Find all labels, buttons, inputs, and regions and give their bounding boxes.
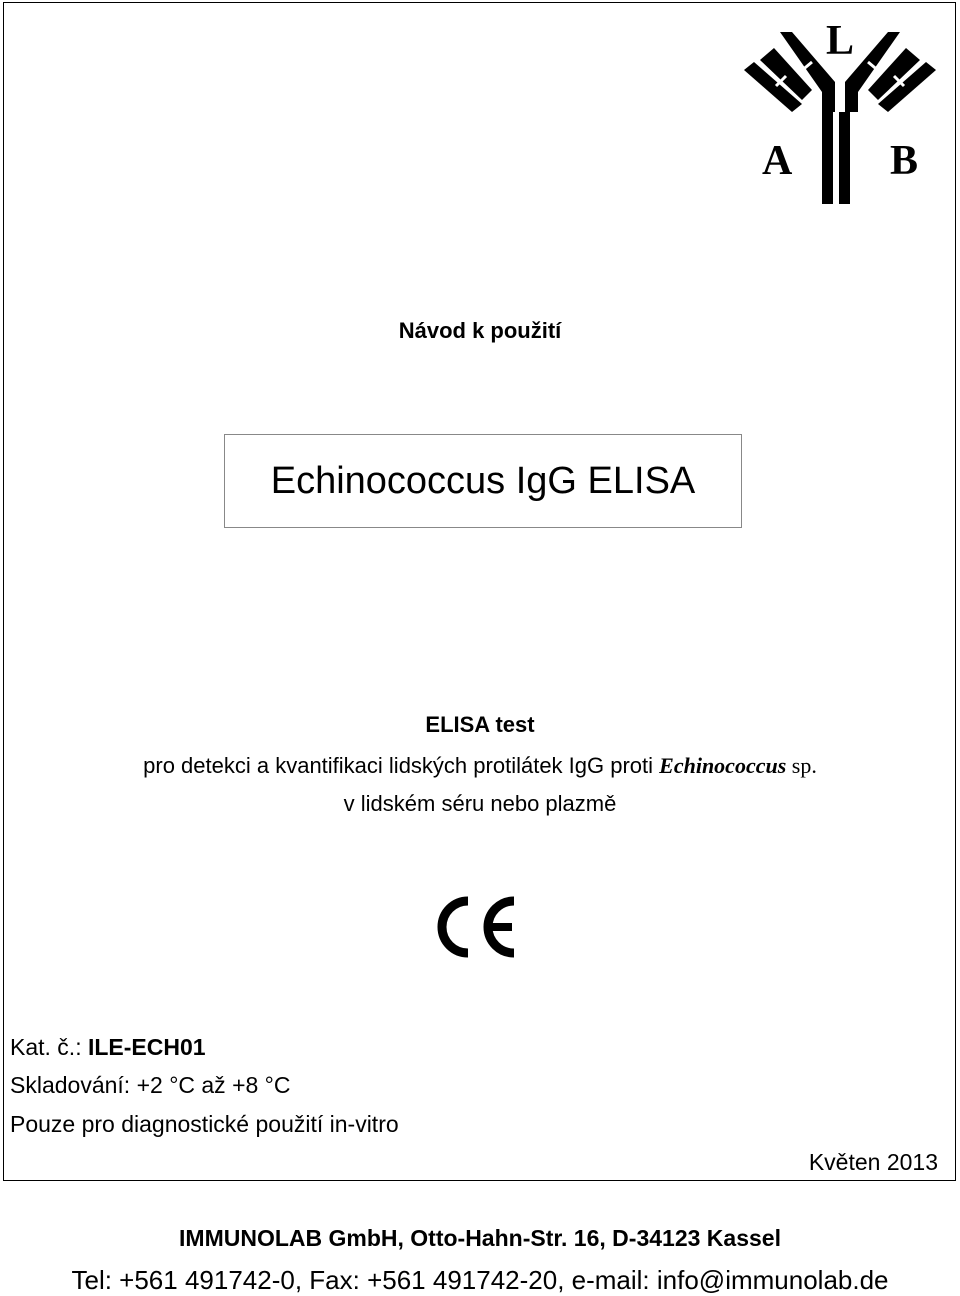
catalog-number xyxy=(10,1034,206,1061)
diagnostic-use: Pouze pro diagnostické použití in-vitro xyxy=(10,1111,399,1137)
product-title-box xyxy=(224,434,742,528)
logo-letter-l: L xyxy=(826,18,855,64)
test-type: ELISA test xyxy=(425,712,535,737)
logo-letter-b: B xyxy=(890,138,919,184)
document-date: Květen 2013 xyxy=(808,1149,938,1175)
ce-mark-icon xyxy=(430,893,520,961)
species-suffix: sp. xyxy=(786,753,817,778)
company-contact: Tel: +561 491742-0, Fax: +561 491742-20, e-mail: info@immunolab.de xyxy=(71,1265,889,1295)
storage-conditions: Skladování: +2 °C až +8 °C xyxy=(10,1072,291,1098)
product-title: Echinococcus IgG ELISA xyxy=(270,459,696,502)
species-name: Echinococcus xyxy=(659,753,787,778)
logo-letter-a: A xyxy=(762,138,793,184)
purpose-text: pro detekci a kvantifikaci lidských protilátek IgG proti xyxy=(143,753,660,778)
test-purpose xyxy=(0,753,960,779)
sample-type: v lidském séru nebo plazmě xyxy=(343,791,617,816)
company-address: IMMUNOLAB GmbH, Otto-Hahn-Str. 16, D-34123 Kassel xyxy=(179,1225,781,1251)
immunolab-logo-icon xyxy=(740,12,940,208)
catalog-label: Kat. č.: xyxy=(10,1034,88,1060)
instructions-heading: Návod k použití xyxy=(398,318,562,343)
catalog-value: ILE-ECH01 xyxy=(87,1034,206,1060)
